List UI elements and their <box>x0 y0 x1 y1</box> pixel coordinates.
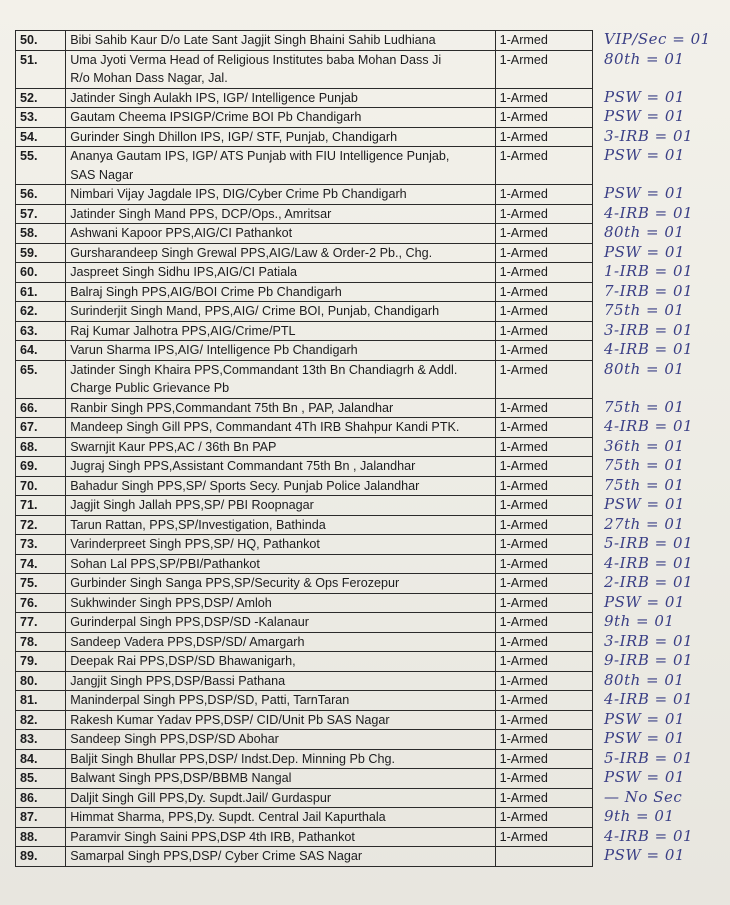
table-row <box>16 730 593 750</box>
serial-number: 81. <box>16 691 66 711</box>
officer-name-designation <box>66 593 495 613</box>
serial-number: 74. <box>16 554 66 574</box>
security-category: 1-Armed <box>495 302 592 322</box>
handwritten-note: PSW = 01 <box>604 592 685 611</box>
handwritten-note: 80th = 01 <box>604 49 685 68</box>
officer-name-designation <box>66 652 495 672</box>
name-line: Daljit Singh Gill PPS,Dy. Supdt.Jail/ Gurdaspur <box>70 790 332 805</box>
serial-number: 60. <box>16 263 66 283</box>
security-category: 1-Armed <box>495 691 592 711</box>
handwritten-note: 4-IRB = 01 <box>604 826 694 845</box>
officer-name-designation <box>66 769 495 789</box>
name-line: Uma Jyoti Verma Head of Religious Institutes baba Mohan Dass Ji <box>70 52 442 67</box>
officer-name-designation <box>66 476 495 496</box>
name-line-continued: R/o Mohan Dass Nagar, Jal. <box>70 71 228 85</box>
serial-number: 70. <box>16 476 66 496</box>
security-category: 1-Armed <box>495 457 592 477</box>
officer-name-designation <box>66 31 495 51</box>
serial-number: 87. <box>16 808 66 828</box>
handwritten-note: 4-IRB = 01 <box>604 553 694 572</box>
security-category: 1-Armed <box>495 535 592 555</box>
officer-name-designation <box>66 147 495 185</box>
serial-number: 66. <box>16 398 66 418</box>
name-line: Gurinder Singh Dhillon IPS, IGP/ STF, Punjab, Chandigarh <box>70 129 398 144</box>
name-line: Sandeep Vadera PPS,DSP/SD/ Amargarh <box>70 634 305 649</box>
officer-name-designation <box>66 613 495 633</box>
handwritten-note: 4-IRB = 01 <box>604 417 694 435</box>
officer-name-designation <box>66 535 495 555</box>
officer-name-designation <box>66 632 495 652</box>
handwritten-note: PSW = 01 <box>604 846 685 864</box>
serial-number: 75. <box>16 574 66 594</box>
table-row <box>16 185 593 205</box>
officer-name-designation <box>66 808 495 828</box>
officer-name-designation <box>66 341 495 361</box>
officer-name-designation <box>66 691 495 711</box>
serial-number: 59. <box>16 243 66 263</box>
serial-number: 71. <box>16 496 66 516</box>
name-line: Raj Kumar Jalhotra PPS,AIG/Crime/PTL <box>70 323 296 338</box>
table-row <box>16 827 593 847</box>
table-row <box>16 457 593 477</box>
serial-number: 51. <box>16 50 66 88</box>
table-row <box>16 398 593 418</box>
handwritten-note: 4-IRB = 01 <box>604 340 694 358</box>
security-category: 1-Armed <box>495 808 592 828</box>
officer-name-designation <box>66 282 495 302</box>
serial-number: 69. <box>16 457 66 477</box>
serial-number: 57. <box>16 204 66 224</box>
table-row <box>16 108 593 128</box>
handwritten-note: 5-IRB = 01 <box>604 748 694 767</box>
table-row <box>16 710 593 730</box>
name-line: Varinderpreet Singh PPS,SP/ HQ, Pathankot <box>70 537 320 551</box>
officer-name-designation <box>66 360 495 398</box>
name-line: Balraj Singh PPS,AIG/BOI Crime Pb Chandigarh <box>70 284 342 299</box>
officer-name-designation <box>66 710 495 730</box>
security-category: 1-Armed <box>495 127 592 147</box>
serial-number: 64. <box>16 341 66 361</box>
name-line: Jangjit Singh PPS,DSP/Bassi Pathana <box>70 673 286 688</box>
name-line: Samarpal Singh PPS,DSP/ Cyber Crime SAS Nagar <box>70 849 363 863</box>
serial-number: 52. <box>16 88 66 108</box>
serial-number: 53. <box>16 108 66 128</box>
handwritten-note: PSW = 01 <box>604 242 685 261</box>
table-row <box>16 341 593 361</box>
handwritten-note: 75th = 01 <box>604 456 685 474</box>
name-line: Ashwani Kapoor PPS,AIG/CI Pathankot <box>70 226 293 240</box>
officer-name-designation <box>66 243 495 263</box>
officer-name-designation <box>66 730 495 750</box>
name-line: Gursharandeep Singh Grewal PPS,AIG/Law & Order-2 Pb., Chg. <box>70 245 433 260</box>
handwritten-note: PSW = 01 <box>604 184 685 202</box>
handwritten-note: 1-IRB = 01 <box>604 262 694 280</box>
name-line: Ranbir Singh PPS,Commandant 75th Bn , PAP, Jalandhar <box>70 400 394 415</box>
officer-name-designation <box>66 185 495 205</box>
serial-number: 68. <box>16 437 66 457</box>
name-line: Bibi Sahib Kaur D/o Late Sant Jagjit Singh Bhaini Sahib Ludhiana <box>70 33 436 47</box>
serial-number: 63. <box>16 321 66 341</box>
serial-number: 76. <box>16 593 66 613</box>
name-line: Paramvir Singh Saini PPS,DSP 4th IRB, Pathankot <box>70 829 355 844</box>
security-category: 1-Armed <box>495 632 592 652</box>
officer-name-designation <box>66 437 495 457</box>
officer-name-designation <box>66 398 495 418</box>
handwritten-note: PSW = 01 <box>604 107 685 125</box>
serial-number: 56. <box>16 185 66 205</box>
table-row <box>16 554 593 574</box>
officer-name-designation <box>66 50 495 88</box>
name-line: Sandeep Singh PPS,DSP/SD Abohar <box>70 732 279 746</box>
serial-number: 83. <box>16 730 66 750</box>
officer-name-designation <box>66 788 495 808</box>
name-line: Jaspreet Singh Sidhu IPS,AIG/CI Patiala <box>70 265 298 279</box>
table-row <box>16 127 593 147</box>
serial-number: 58. <box>16 224 66 244</box>
name-line: Gautam Cheema IPSIGP/Crime BOI Pb Chandigarh <box>70 110 362 124</box>
name-line: Surinderjit Singh Mand, PPS,AIG/ Crime BOI, Punjab, Chandigarh <box>70 304 440 318</box>
security-category: 1-Armed <box>495 788 592 808</box>
serial-number: 85. <box>16 769 66 789</box>
security-category: 1-Armed <box>495 515 592 535</box>
handwritten-note: 27th = 01 <box>604 514 685 533</box>
name-line: Jatinder Singh Khaira PPS,Commandant 13th Bn Chandiagrh & Addl. <box>70 362 458 377</box>
officer-name-designation <box>66 321 495 341</box>
serial-number: 50. <box>16 31 66 51</box>
table-row <box>16 50 593 88</box>
officer-name-designation <box>66 224 495 244</box>
security-category: 1-Armed <box>495 88 592 108</box>
handwritten-note: 4-IRB = 01 <box>604 203 694 222</box>
serial-number: 89. <box>16 847 66 867</box>
officer-name-designation <box>66 671 495 691</box>
table-row <box>16 147 593 185</box>
officer-name-designation <box>66 418 495 438</box>
table-row <box>16 652 593 672</box>
name-line: Jagjit Singh Jallah PPS,SP/ PBI Roopnagar <box>70 498 314 512</box>
security-category: 1-Armed <box>495 398 592 418</box>
serial-number: 65. <box>16 360 66 398</box>
name-line: Bahadur Singh PPS,SP/ Sports Secy. Punjab Police Jalandhar <box>70 478 420 493</box>
handwritten-note: VIP/Sec = 01 <box>604 30 711 48</box>
name-line: Deepak Rai PPS,DSP/SD Bhawanigarh, <box>70 654 296 668</box>
security-category: 1-Armed <box>495 50 592 88</box>
name-line: Tarun Rattan, PPS,SP/Investigation, Bathinda <box>70 517 326 532</box>
name-line: Himmat Sharma, PPS,Dy. Supdt. Central Jail Kapurthala <box>70 810 386 824</box>
table-row <box>16 282 593 302</box>
table-row <box>16 476 593 496</box>
table-row <box>16 224 593 244</box>
security-category: 1-Armed <box>495 204 592 224</box>
security-category: 1-Armed <box>495 730 592 750</box>
table-row <box>16 593 593 613</box>
security-category: 1-Armed <box>495 224 592 244</box>
table-row <box>16 574 593 594</box>
table-row <box>16 437 593 457</box>
officer-name-designation <box>66 827 495 847</box>
handwritten-note: 80th = 01 <box>604 359 685 378</box>
handwritten-note: 9th = 01 <box>604 612 675 630</box>
handwritten-note: 3-IRB = 01 <box>604 320 694 339</box>
security-roster-table <box>15 30 593 867</box>
handwritten-note: 36th = 01 <box>604 436 685 455</box>
security-category: 1-Armed <box>495 263 592 283</box>
table-row <box>16 535 593 555</box>
name-line: Varun Sharma IPS,AIG/ Intelligence Pb Chandigarh <box>70 343 358 357</box>
table-row <box>16 769 593 789</box>
handwritten-note: 75th = 01 <box>604 397 685 416</box>
table-row <box>16 31 593 51</box>
security-category: 1-Armed <box>495 147 592 185</box>
serial-number: 77. <box>16 613 66 633</box>
officer-name-designation <box>66 554 495 574</box>
name-line: Gurinderpal Singh PPS,DSP/SD -Kalanaur <box>70 615 309 629</box>
handwritten-notes-column <box>596 30 726 866</box>
name-line: Maninderpal Singh PPS,DSP/SD, Patti, TarnTaran <box>70 693 350 707</box>
officer-name-designation <box>66 302 495 322</box>
roster-body <box>16 31 593 867</box>
officer-name-designation <box>66 204 495 224</box>
officer-name-designation <box>66 263 495 283</box>
name-line: Swarnjit Kaur PPS,AC / 36th Bn PAP <box>70 439 277 454</box>
table-row <box>16 204 593 224</box>
serial-number: 78. <box>16 632 66 652</box>
security-category: 1-Armed <box>495 574 592 594</box>
security-category: 1-Armed <box>495 769 592 789</box>
security-category: 1-Armed <box>495 652 592 672</box>
security-category: 1-Armed <box>495 496 592 516</box>
serial-number: 86. <box>16 788 66 808</box>
security-category: 1-Armed <box>495 554 592 574</box>
table-row <box>16 632 593 652</box>
table-row <box>16 418 593 438</box>
handwritten-note: PSW = 01 <box>604 146 685 164</box>
security-category: 1-Armed <box>495 282 592 302</box>
security-category: 1-Armed <box>495 243 592 263</box>
handwritten-note: 5-IRB = 01 <box>604 534 694 552</box>
serial-number: 88. <box>16 827 66 847</box>
handwritten-note: PSW = 01 <box>604 768 685 786</box>
serial-number: 79. <box>16 652 66 672</box>
table-row <box>16 671 593 691</box>
handwritten-note: 4-IRB = 01 <box>604 690 694 708</box>
security-category: 1-Armed <box>495 476 592 496</box>
table-row <box>16 243 593 263</box>
table-row <box>16 360 593 398</box>
officer-name-designation <box>66 749 495 769</box>
name-line: Ananya Gautam IPS, IGP/ ATS Punjab with FIU Intelligence Punjab, <box>70 149 450 163</box>
handwritten-note: 80th = 01 <box>604 670 685 689</box>
security-category: 1-Armed <box>495 437 592 457</box>
officer-name-designation <box>66 457 495 477</box>
handwritten-note: 9th = 01 <box>604 807 675 825</box>
handwritten-note: PSW = 01 <box>604 729 685 747</box>
officer-name-designation <box>66 574 495 594</box>
security-category: 1-Armed <box>495 827 592 847</box>
table-row <box>16 515 593 535</box>
handwritten-note: 2-IRB = 01 <box>604 573 694 591</box>
officer-name-designation <box>66 847 495 867</box>
handwritten-note: 3-IRB = 01 <box>604 631 694 650</box>
security-category: 1-Armed <box>495 31 592 51</box>
handwritten-note: PSW = 01 <box>604 709 685 728</box>
serial-number: 55. <box>16 147 66 185</box>
name-line: Jatinder Singh Mand PPS, DCP/Ops., Amritsar <box>70 206 332 221</box>
table-row <box>16 788 593 808</box>
serial-number: 73. <box>16 535 66 555</box>
security-category: 1-Armed <box>495 185 592 205</box>
handwritten-note: 80th = 01 <box>604 223 685 241</box>
security-category: 1-Armed <box>495 341 592 361</box>
security-category: 1-Armed <box>495 710 592 730</box>
table-row <box>16 808 593 828</box>
name-line-continued: Charge Public Grievance Pb <box>70 381 230 395</box>
serial-number: 67. <box>16 418 66 438</box>
name-line: Balwant Singh PPS,DSP/BBMB Nangal <box>70 771 292 785</box>
name-line: Jatinder Singh Aulakh IPS, IGP/ Intelligence Punjab <box>70 90 358 105</box>
handwritten-note: PSW = 01 <box>604 87 685 106</box>
table-row <box>16 847 593 867</box>
officer-name-designation <box>66 127 495 147</box>
table-row <box>16 496 593 516</box>
handwritten-note: 75th = 01 <box>604 475 685 494</box>
handwritten-note: 3-IRB = 01 <box>604 126 694 145</box>
name-line: Sukhwinder Singh PPS,DSP/ Amloh <box>70 595 272 610</box>
table-row <box>16 263 593 283</box>
serial-number: 82. <box>16 710 66 730</box>
serial-number: 54. <box>16 127 66 147</box>
table-row <box>16 749 593 769</box>
security-category: 1-Armed <box>495 108 592 128</box>
serial-number: 62. <box>16 302 66 322</box>
serial-number: 80. <box>16 671 66 691</box>
name-line: Sohan Lal PPS,SP/PBI/Pathankot <box>70 556 260 571</box>
table-row <box>16 691 593 711</box>
officer-name-designation <box>66 496 495 516</box>
officer-name-designation <box>66 515 495 535</box>
table-row <box>16 302 593 322</box>
security-category: 1-Armed <box>495 749 592 769</box>
officer-name-designation <box>66 88 495 108</box>
handwritten-note: 9-IRB = 01 <box>604 651 694 669</box>
table-row <box>16 613 593 633</box>
serial-number: 72. <box>16 515 66 535</box>
name-line: Rakesh Kumar Yadav PPS,DSP/ CID/Unit Pb SAS Nagar <box>70 712 390 727</box>
name-line: Gurbinder Singh Sanga PPS,SP/Security & Ops Ferozepur <box>70 576 400 590</box>
security-category <box>495 847 592 867</box>
officer-name-designation <box>66 108 495 128</box>
name-line: Baljit Singh Bhullar PPS,DSP/ Indst.Dep. Minning Pb Chg. <box>70 751 396 766</box>
security-category: 1-Armed <box>495 593 592 613</box>
table-row <box>16 321 593 341</box>
serial-number: 84. <box>16 749 66 769</box>
security-category: 1-Armed <box>495 613 592 633</box>
name-line: Nimbari Vijay Jagdale IPS, DIG/Cyber Crime Pb Chandigarh <box>70 187 407 201</box>
name-line: Mandeep Singh Gill PPS, Commandant 4Th IRB Shahpur Kandi PTK. <box>70 420 460 434</box>
name-line-continued: SAS Nagar <box>70 167 134 182</box>
security-category: 1-Armed <box>495 418 592 438</box>
name-line: Jugraj Singh PPS,Assistant Commandant 75th Bn , Jalandhar <box>70 459 416 473</box>
handwritten-note: 75th = 01 <box>604 301 685 319</box>
table-row <box>16 88 593 108</box>
handwritten-note: 7-IRB = 01 <box>604 281 694 300</box>
security-category: 1-Armed <box>495 671 592 691</box>
security-category: 1-Armed <box>495 360 592 398</box>
security-category: 1-Armed <box>495 321 592 341</box>
serial-number: 61. <box>16 282 66 302</box>
handwritten-note: PSW = 01 <box>604 495 685 513</box>
handwritten-note: — No Sec <box>604 787 683 806</box>
